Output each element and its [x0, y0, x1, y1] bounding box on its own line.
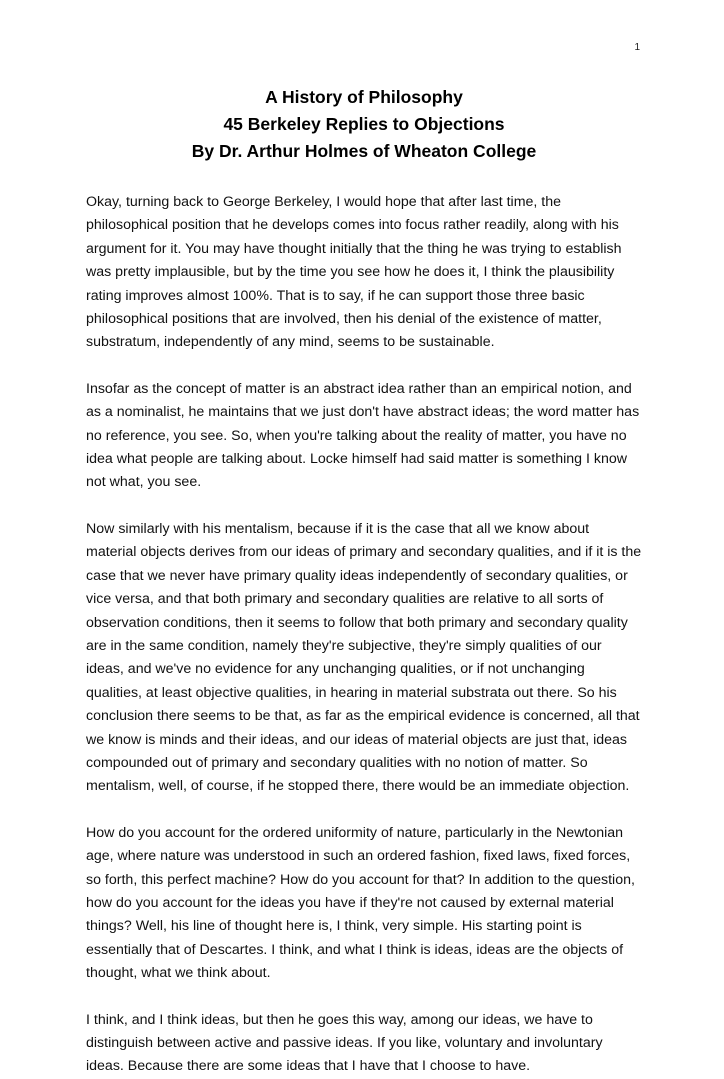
document-title [86, 84, 642, 165]
paragraph: I think, and I think ideas, but then he goes this way, among our ideas, we have to distinguish between active and passive ideas. If you like, voluntary and involuntary ideas. Because there are some ideas that I have that I choose to have. [86, 1011, 603, 1075]
page-number: 1 [634, 42, 640, 53]
paragraph: Insofar as the concept of matter is an abstract idea rather than an empirical notion, and as a nominalist, he maintains that we just don't have abstract ideas; the word matter has no reference, you see. So, when you're talking about the reality of matter, you have no idea what people are talking about. Locke himself had said matter is something I know not what, you see. [86, 380, 640, 491]
paragraph: How do you account for the ordered uniformity of nature, particularly in the Newtonian age, where nature was understood in such an ordered fashion, fixed laws, fixed forces, so forth, this perfect machine? How do you account for that? In addition to the question, how do you account for the ideas you have if they're not caused by external material things? Well, his line of thought here is, I think, very simple. His starting point is essentially that of Descartes. I think, and what I think is ideas, ideas are the objects of thought, what we think about. [86, 824, 635, 982]
title-line-1: A History of Philosophy [265, 87, 463, 107]
paragraph: Now similarly with his mentalism, because if it is the case that all we know about material objects derives from our ideas of primary and secondary qualities, and if it is the case that we never have primary quality ideas independently of secondary qualities, or vice versa, and that both primary and secondary qualities are relative to all sorts of observation conditions, then it seems to follow that both primary and secondary quality are in the same condition, namely they're subjective, they're simply qualities of our ideas, and we've no evidence for any unchanging qualities, or if not unchanging qualities, at least objective qualities, in hearing in material substrata out there. So his conclusion there seems to be that, as far as the empirical evidence is concerned, all that we know is minds and their ideas, and our ideas of material objects are just that, ideas compounded out of primary and secondary qualities with no notion of matter. So mentalism, well, of course, if he stopped there, there would be an immediate objection. [86, 520, 642, 795]
title-line-3: By Dr. Arthur Holmes of Wheaton College [191, 141, 537, 161]
document-content [86, 84, 642, 1079]
paragraph: Okay, turning back to George Berkeley, I would hope that after last time, the philosophical position that he develops comes into focus rather readily, along with his argument for it. You may have thought initially that the thing he was trying to establish was pretty implausible, but by the time you see how he does it, I think the plausibility rating improves almost 100%. That is to say, if he can support those three basic philosophical positions that are involved, then his denial of the existence of matter, substratum, independently of any mind, seems to be sustainable. [86, 194, 622, 351]
title-line-2: 45 Berkeley Replies to Objections [223, 114, 505, 134]
document-body [86, 191, 642, 1079]
